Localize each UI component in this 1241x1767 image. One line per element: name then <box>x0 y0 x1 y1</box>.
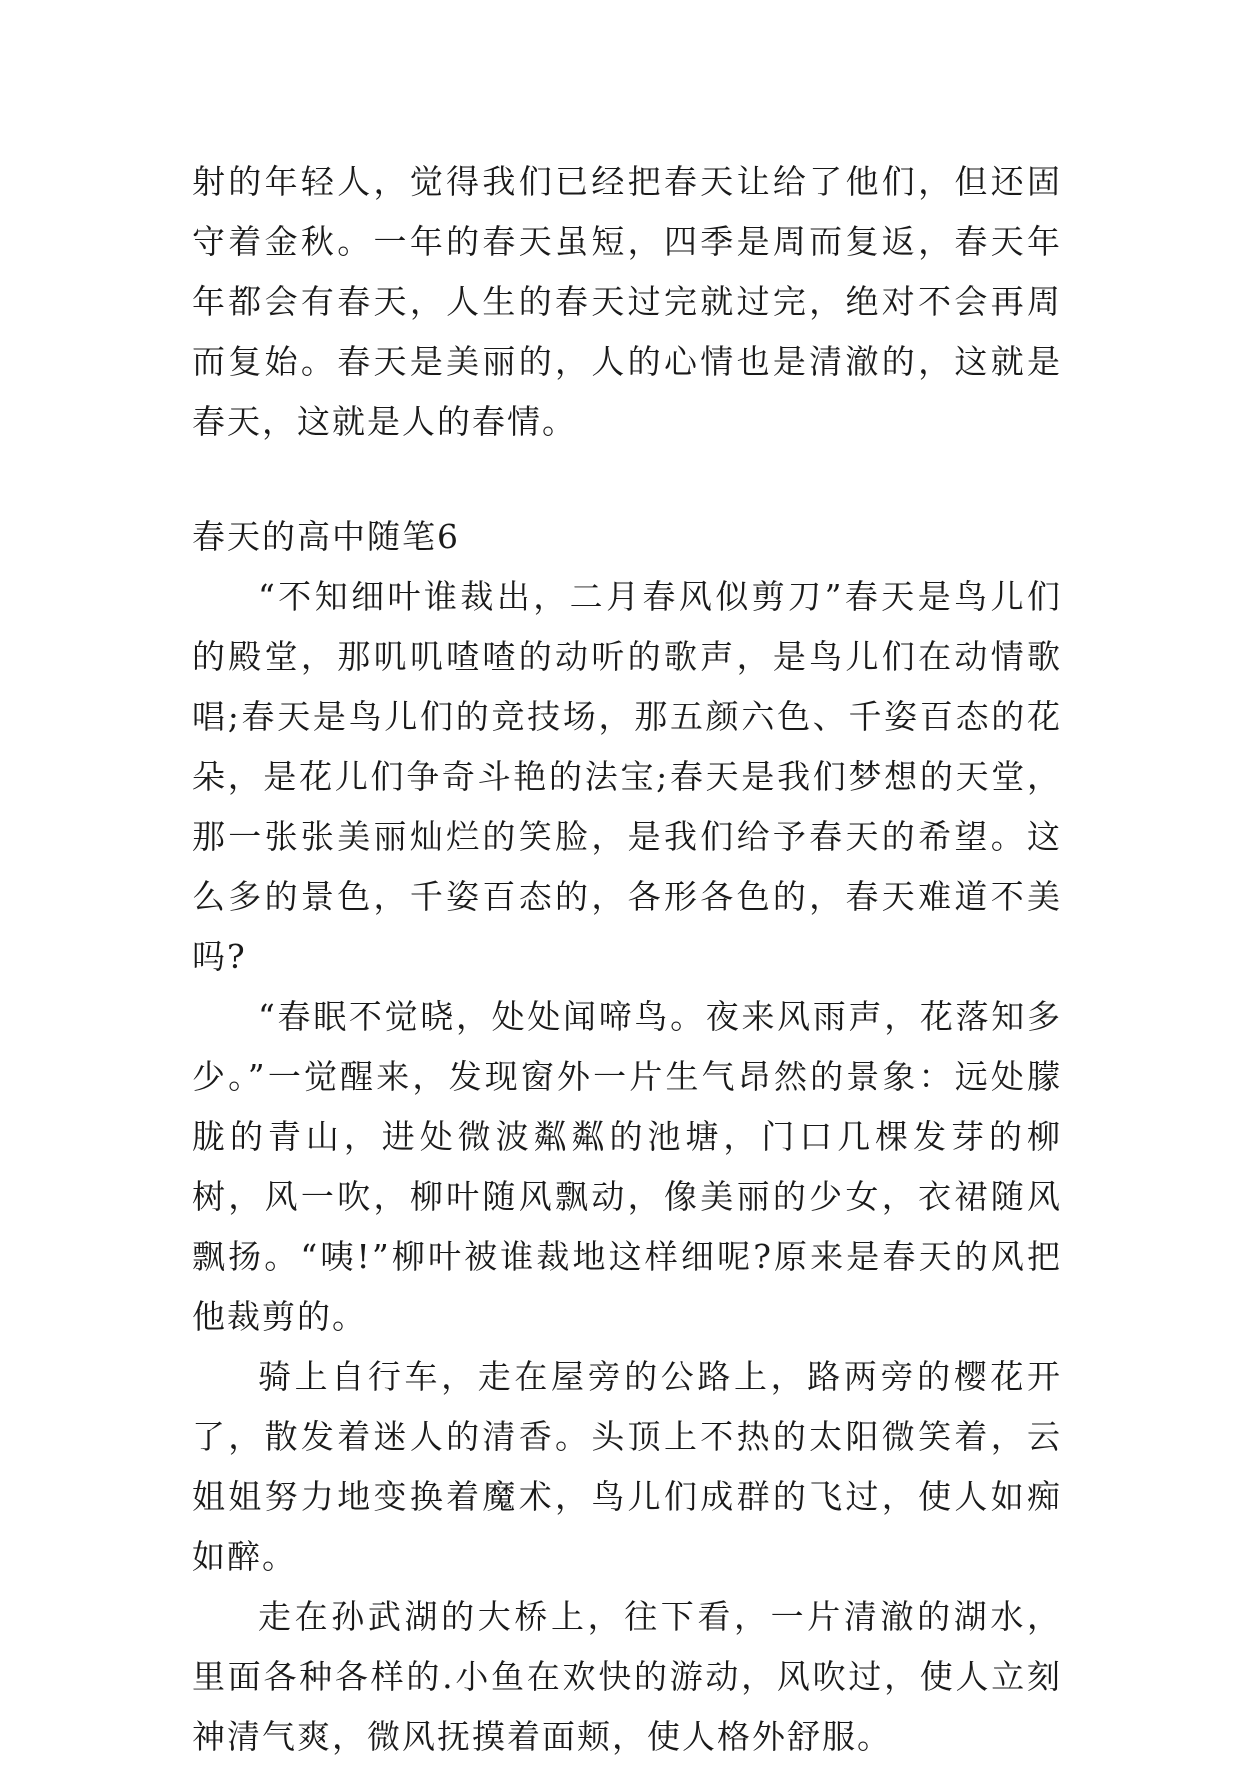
section-title-block <box>192 507 1062 567</box>
body-paragraph: “不知细叶谁裁出，二月春风似剪刀”春天是鸟儿们的殿堂，那叽叽喳喳的动听的歌声，是鸟儿们在动情歌唱;春天是鸟儿们的竞技场，那五颜六色、千姿百态的花朵，是花儿们争奇斗艳的法宝;春天是我们梦想的天堂，那一张张美丽灿烂的笑脸，是我们给予春天的希望。这么多的景色，千姿百态的，各形各色的，春天难道不美吗? <box>192 577 1062 976</box>
body-paragraph: “春眠不觉晓，处处闻啼鸟。夜来风雨声，花落知多少。”一觉醒来，发现窗外一片生气昂然的景象：远处朦胧的青山，进处微波粼粼的池塘，门口几棵发芽的柳树，风一吹，柳叶随风飘动，像美丽的少女，衣裙随风飘扬。“咦!”柳叶被谁裁地这样细呢?原来是春天的风把他裁剪的。 <box>192 997 1062 1336</box>
body-paragraph: 骑上自行车，走在屋旁的公路上，路两旁的樱花开了，散发着迷人的清香。头顶上不热的太阳微笑着，云姐姐努力地变换着魔术，鸟儿们成群的飞过，使人如痴如醉。 <box>192 1357 1062 1576</box>
body-block <box>192 567 1062 1767</box>
continuation-block <box>192 152 1062 452</box>
section-title: 春天的高中随笔6 <box>192 517 460 556</box>
body-paragraph: 走在孙武湖的大桥上，往下看，一片清澈的湖水，里面各种各样的.小鱼在欢快的游动，风吹过，使人立刻神清气爽，微风抚摸着面颊，使人格外舒服。 <box>192 1597 1062 1756</box>
continuation-paragraph: 射的年轻人，觉得我们已经把春天让给了他们，但还固守着金秋。一年的春天虽短，四季是周而复返，春天年年都会有春天，人生的春天过完就过完，绝对不会再周而复始。春天是美丽的，人的心情也是清澈的，这就是春天，这就是人的春情。 <box>192 162 1062 441</box>
